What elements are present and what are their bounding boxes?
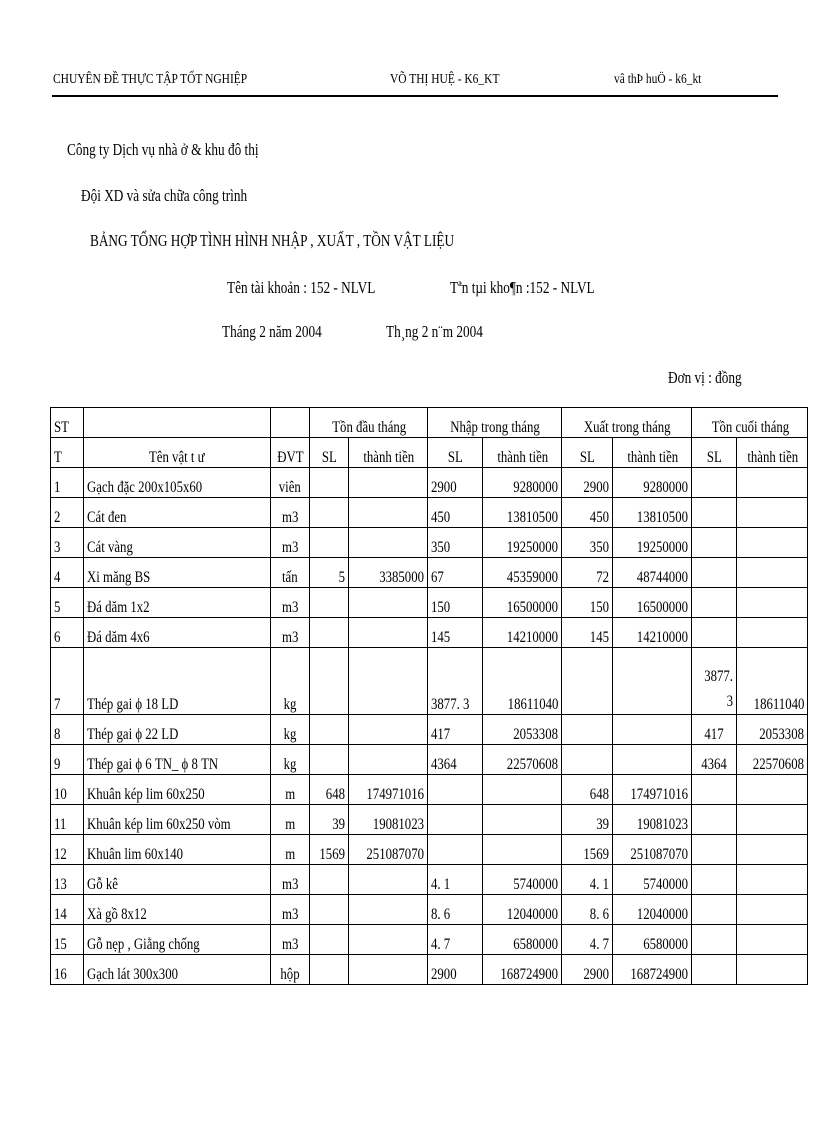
- header-row-2: [51, 438, 808, 468]
- cell-cl-sl: [692, 895, 737, 925]
- cell-cl-amt: [737, 498, 808, 528]
- cell-cl-sl: [692, 775, 737, 805]
- cell-in-sl: 3877. 3: [428, 648, 483, 715]
- table-row: [51, 925, 808, 955]
- cell-cl-amt: [737, 835, 808, 865]
- cell-in-sl: 67: [428, 558, 483, 588]
- cell-in-sl: [428, 835, 483, 865]
- cell-cl-amt: [737, 618, 808, 648]
- cell-op-sl: [310, 648, 349, 715]
- cell-op-sl: [310, 618, 349, 648]
- cell-cl-amt: 18611040: [737, 648, 808, 715]
- cell-out-amt: 251087070: [613, 835, 692, 865]
- period-label-garbled: Th¸ng 2 n¨m 2004: [386, 322, 483, 341]
- cell-out-amt: 174971016: [613, 775, 692, 805]
- cell-in-amt: 14210000: [483, 618, 562, 648]
- cell-out-amt: 19081023: [613, 805, 692, 835]
- cell-stt: 15: [51, 925, 84, 955]
- cell-name: Cát vàng: [84, 528, 271, 558]
- head-name: Tên vật t ư: [84, 438, 271, 468]
- cell-name: Khuân kép lim 60x250 vòm: [84, 805, 271, 835]
- cell-op-sl: 1569: [310, 835, 349, 865]
- cell-stt: 4: [51, 558, 84, 588]
- cell-op-sl: [310, 715, 349, 745]
- head-out-sl: SL: [562, 438, 613, 468]
- cell-unit: viên: [270, 468, 310, 498]
- table-row: [51, 715, 808, 745]
- cell-out-sl: 39: [562, 805, 613, 835]
- cell-unit: m3: [270, 925, 310, 955]
- header-rule: [52, 95, 778, 97]
- cell-in-sl: 417: [428, 715, 483, 745]
- table-row: [51, 895, 808, 925]
- head-unit: ĐVT: [270, 438, 310, 468]
- cell-out-sl: 72: [562, 558, 613, 588]
- cell-out-amt: 6580000: [613, 925, 692, 955]
- cell-out-amt: 5740000: [613, 865, 692, 895]
- cell-cl-amt: [737, 865, 808, 895]
- cell-op-amt: 3385000: [349, 558, 428, 588]
- table-row: [51, 835, 808, 865]
- cell-name: Thép gai ϕ 22 LD: [84, 715, 271, 745]
- cell-op-sl: 5: [310, 558, 349, 588]
- cell-in-sl: [428, 805, 483, 835]
- cell-name: Đá dăm 4x6: [84, 618, 271, 648]
- unit-note: Đơn vị : đồng: [668, 368, 742, 387]
- cell-in-amt: 168724900: [483, 955, 562, 985]
- cell-cl-sl: [692, 925, 737, 955]
- cell-in-amt: 2053308: [483, 715, 562, 745]
- cell-in-sl: 350: [428, 528, 483, 558]
- cell-cl-sl: 3877. 3: [692, 648, 737, 715]
- cell-name: Gạch đặc 200x105x60: [84, 468, 271, 498]
- table-row: [51, 648, 808, 715]
- table-row: [51, 745, 808, 775]
- cell-op-amt: [349, 925, 428, 955]
- cell-op-sl: [310, 925, 349, 955]
- cell-op-amt: [349, 865, 428, 895]
- cell-in-amt: 18611040: [483, 648, 562, 715]
- cell-cl-amt: 22570608: [737, 745, 808, 775]
- cell-out-sl: 2900: [562, 955, 613, 985]
- cell-op-amt: [349, 955, 428, 985]
- cell-op-sl: 648: [310, 775, 349, 805]
- cell-op-sl: 39: [310, 805, 349, 835]
- cell-in-sl: 2900: [428, 468, 483, 498]
- cell-in-amt: 9280000: [483, 468, 562, 498]
- cell-unit: m: [270, 775, 310, 805]
- cell-op-amt: 19081023: [349, 805, 428, 835]
- cell-stt: 1: [51, 468, 84, 498]
- cell-name: Khuân lim 60x140: [84, 835, 271, 865]
- cell-in-amt: [483, 835, 562, 865]
- table-row: [51, 588, 808, 618]
- cell-out-sl: 150: [562, 588, 613, 618]
- table-row: [51, 805, 808, 835]
- cell-in-amt: 19250000: [483, 528, 562, 558]
- cell-out-amt: [613, 648, 692, 715]
- table-row: [51, 558, 808, 588]
- cell-cl-amt: [737, 558, 808, 588]
- report-title: BẢNG TỔNG HỢP TÌNH HÌNH NHẬP , XUẤT , TỒN VẬT LIỆU: [90, 231, 455, 250]
- cell-unit: m: [270, 835, 310, 865]
- cell-in-amt: 13810500: [483, 498, 562, 528]
- cell-op-amt: [349, 588, 428, 618]
- cell-op-amt: [349, 528, 428, 558]
- cell-name: Đá dăm 1x2: [84, 588, 271, 618]
- cell-cl-amt: [737, 468, 808, 498]
- cell-stt: 14: [51, 895, 84, 925]
- table-row: [51, 955, 808, 985]
- cell-stt: 3: [51, 528, 84, 558]
- cell-op-amt: [349, 468, 428, 498]
- header-left: CHUYÊN ĐỀ THỰC TẬP TỐT NGHIỆP: [53, 72, 248, 87]
- cell-in-amt: 22570608: [483, 745, 562, 775]
- cell-cl-amt: [737, 528, 808, 558]
- head-op-amt: thành tiền: [349, 438, 428, 468]
- table-row: [51, 618, 808, 648]
- cell-op-amt: [349, 895, 428, 925]
- cell-op-sl: [310, 528, 349, 558]
- cell-stt: 5: [51, 588, 84, 618]
- cell-out-sl: 145: [562, 618, 613, 648]
- cell-cl-sl: [692, 865, 737, 895]
- cell-unit: m3: [270, 498, 310, 528]
- cell-unit: m3: [270, 528, 310, 558]
- cell-cl-amt: [737, 955, 808, 985]
- cell-out-amt: 168724900: [613, 955, 692, 985]
- cell-name: Gạch lát 300x300: [84, 955, 271, 985]
- cell-op-sl: [310, 955, 349, 985]
- cell-op-sl: [310, 865, 349, 895]
- head-stt-top: ST: [51, 408, 84, 438]
- cell-unit: kg: [270, 648, 310, 715]
- cell-op-amt: 251087070: [349, 835, 428, 865]
- cell-cl-sl: [692, 498, 737, 528]
- cell-cl-sl: [692, 618, 737, 648]
- group-opening: Tồn đầu tháng: [310, 408, 428, 438]
- cell-name: Cát đen: [84, 498, 271, 528]
- cell-cl-sl: [692, 588, 737, 618]
- cell-unit: m3: [270, 618, 310, 648]
- header-center: VÕ THỊ HUỆ - K6_KT: [390, 72, 500, 87]
- cell-in-sl: 150: [428, 588, 483, 618]
- cell-out-amt: 9280000: [613, 468, 692, 498]
- table-row: [51, 468, 808, 498]
- cell-stt: 16: [51, 955, 84, 985]
- cell-name: Thép gai ϕ 18 LD: [84, 648, 271, 715]
- header-right: vâ thÞ huÖ - k6_kt: [614, 72, 702, 87]
- cell-out-sl: 648: [562, 775, 613, 805]
- cell-stt: 9: [51, 745, 84, 775]
- cell-out-amt: 12040000: [613, 895, 692, 925]
- cell-op-amt: [349, 618, 428, 648]
- cell-out-amt: 19250000: [613, 528, 692, 558]
- cell-in-sl: 4. 1: [428, 865, 483, 895]
- cell-stt: 11: [51, 805, 84, 835]
- cell-op-amt: [349, 648, 428, 715]
- cell-out-sl: 4. 7: [562, 925, 613, 955]
- cell-out-sl: [562, 745, 613, 775]
- cell-cl-amt: [737, 775, 808, 805]
- cell-out-amt: 16500000: [613, 588, 692, 618]
- cell-out-sl: [562, 715, 613, 745]
- cell-in-sl: [428, 775, 483, 805]
- cell-unit: kg: [270, 745, 310, 775]
- cell-in-sl: 450: [428, 498, 483, 528]
- cell-in-amt: 6580000: [483, 925, 562, 955]
- cell-out-amt: [613, 745, 692, 775]
- cell-in-sl: 4364: [428, 745, 483, 775]
- head-op-sl: SL: [310, 438, 349, 468]
- cell-op-sl: [310, 498, 349, 528]
- cell-out-sl: [562, 648, 613, 715]
- period-label: Tháng 2 năm 2004: [222, 322, 322, 341]
- cell-stt: 12: [51, 835, 84, 865]
- cell-cl-amt: [737, 925, 808, 955]
- cell-unit: kg: [270, 715, 310, 745]
- group-closing: Tồn cuối tháng: [692, 408, 808, 438]
- cell-cl-sl: 417: [692, 715, 737, 745]
- account-label: Tên tài khoản : 152 - NLVL: [227, 278, 376, 297]
- cell-stt: 13: [51, 865, 84, 895]
- cell-unit: hộp: [270, 955, 310, 985]
- inventory-table: [50, 407, 808, 985]
- header-row-1: [51, 408, 808, 438]
- group-out: Xuất trong tháng: [562, 408, 692, 438]
- cell-out-amt: 14210000: [613, 618, 692, 648]
- cell-name: Thép gai ϕ 6 TN_ ϕ 8 TN: [84, 745, 271, 775]
- company-name: Công ty Dịch vụ nhà ở & khu đô thị: [67, 140, 259, 159]
- cell-out-amt: [613, 715, 692, 745]
- cell-op-sl: [310, 895, 349, 925]
- cell-cl-sl: [692, 805, 737, 835]
- cell-in-amt: 5740000: [483, 865, 562, 895]
- cell-cl-sl: [692, 835, 737, 865]
- cell-out-sl: 8. 6: [562, 895, 613, 925]
- cell-cl-sl: [692, 528, 737, 558]
- head-cl-amt: thành tiền: [737, 438, 808, 468]
- cell-stt: 2: [51, 498, 84, 528]
- head-stt-bottom: T: [51, 438, 84, 468]
- cell-op-sl: [310, 468, 349, 498]
- head-out-amt: thành tiền: [613, 438, 692, 468]
- cell-cl-amt: [737, 895, 808, 925]
- cell-out-sl: 450: [562, 498, 613, 528]
- cell-in-sl: 2900: [428, 955, 483, 985]
- cell-in-amt: [483, 805, 562, 835]
- cell-in-amt: 16500000: [483, 588, 562, 618]
- table-row: [51, 498, 808, 528]
- cell-cl-sl: [692, 468, 737, 498]
- cell-cl-amt: [737, 588, 808, 618]
- cell-op-amt: [349, 498, 428, 528]
- head-in-sl: SL: [428, 438, 483, 468]
- cell-in-sl: 4. 7: [428, 925, 483, 955]
- account-label-garbled: Tªn tµi kho¶n :152 - NLVL: [450, 278, 595, 297]
- cell-op-amt: [349, 715, 428, 745]
- cell-cl-sl: [692, 955, 737, 985]
- cell-name: Xi măng BS: [84, 558, 271, 588]
- cell-name: Gỗ nẹp , Giằng chống: [84, 925, 271, 955]
- cell-cl-amt: [737, 805, 808, 835]
- cell-out-amt: 13810500: [613, 498, 692, 528]
- cell-out-sl: 1569: [562, 835, 613, 865]
- cell-cl-sl: [692, 558, 737, 588]
- cell-name: Gỗ kê: [84, 865, 271, 895]
- cell-cl-amt: 2053308: [737, 715, 808, 745]
- cell-name: Khuân kép lim 60x250: [84, 775, 271, 805]
- cell-unit: m3: [270, 588, 310, 618]
- team-name: Đội XD và sửa chữa công trình: [81, 186, 248, 205]
- cell-unit: m3: [270, 895, 310, 925]
- cell-unit: m3: [270, 865, 310, 895]
- cell-in-amt: 12040000: [483, 895, 562, 925]
- cell-cl-sl: 4364: [692, 745, 737, 775]
- cell-out-amt: 48744000: [613, 558, 692, 588]
- table-row: [51, 528, 808, 558]
- cell-in-sl: 145: [428, 618, 483, 648]
- cell-op-amt: 174971016: [349, 775, 428, 805]
- cell-in-amt: [483, 775, 562, 805]
- cell-stt: 7: [51, 648, 84, 715]
- cell-out-sl: 2900: [562, 468, 613, 498]
- cell-out-sl: 4. 1: [562, 865, 613, 895]
- table-row: [51, 775, 808, 805]
- cell-in-amt: 45359000: [483, 558, 562, 588]
- cell-stt: 10: [51, 775, 84, 805]
- cell-op-amt: [349, 745, 428, 775]
- cell-stt: 8: [51, 715, 84, 745]
- cell-op-sl: [310, 588, 349, 618]
- head-in-amt: thành tiền: [483, 438, 562, 468]
- cell-in-sl: 8. 6: [428, 895, 483, 925]
- cell-stt: 6: [51, 618, 84, 648]
- cell-out-sl: 350: [562, 528, 613, 558]
- head-cl-sl: SL: [692, 438, 737, 468]
- cell-unit: m: [270, 805, 310, 835]
- group-in: Nhập trong tháng: [428, 408, 562, 438]
- table-row: [51, 865, 808, 895]
- cell-unit: tấn: [270, 558, 310, 588]
- cell-op-sl: [310, 745, 349, 775]
- cell-name: Xà gồ 8x12: [84, 895, 271, 925]
